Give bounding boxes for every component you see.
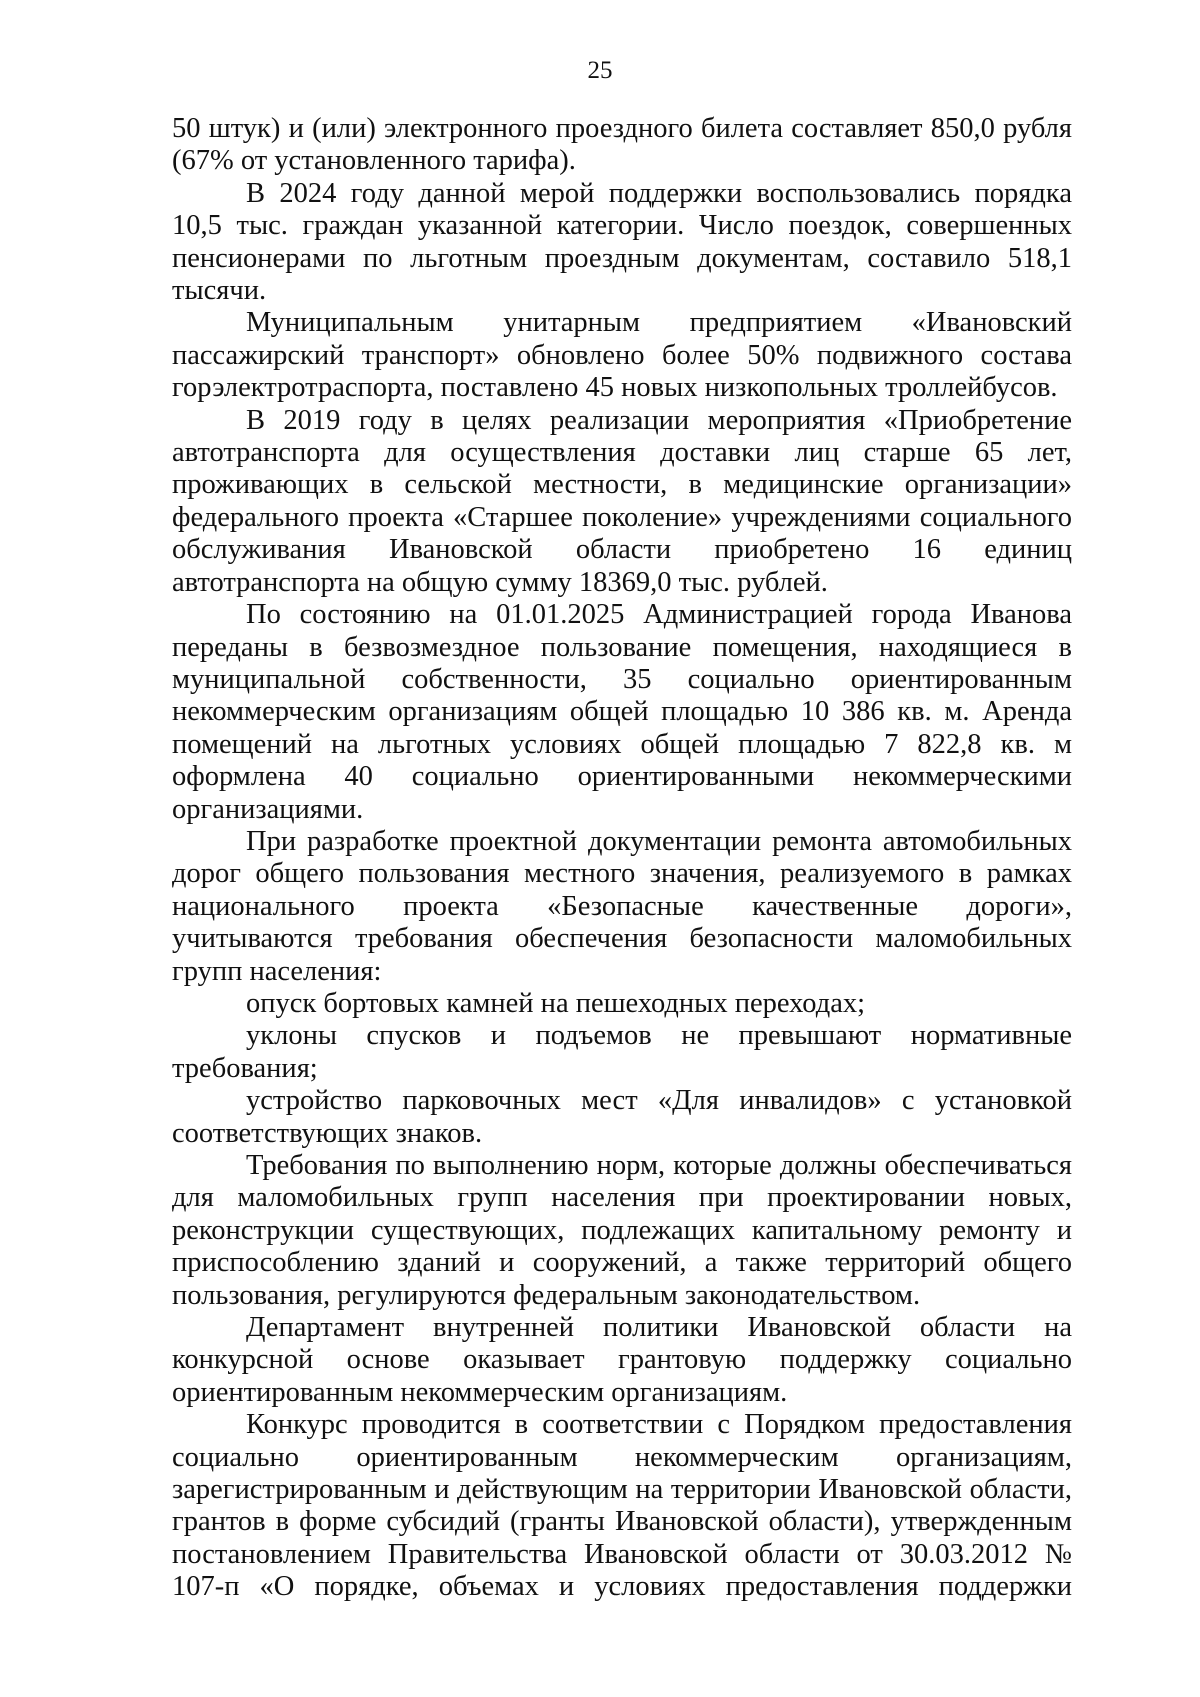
list-item-curb-lowering: опуск бортовых камней на пешеходных переходах; — [246, 987, 866, 1019]
paragraph-2: В 2024 году данной мерой поддержки воспользовались порядка 10,5 тыс. граждан указанной категории. Число поездок, совершенных пенсионерами по льготным проездным документам, составило 518,1 тысячи. — [172, 177, 1072, 307]
document-body — [172, 113, 1072, 1604]
paragraph-4: В 2019 году в целях реализации мероприятия «Приобретение автотранспорта для осуществления доставки лиц старше 65 лет, проживающих в сельской местности, в медицинские организации» федерального проекта «Старшее поколение» учреждениями социального обслуживания Ивановской области приобретено 16 единиц автотранспорта на общую сумму 18369,0 тыс. рублей. — [172, 404, 1072, 598]
paragraph-12: Конкурс проводится в соответствии с Порядком предоставления социально ориентированным некоммерческим организациям, зарегистрированным и действующим на территории Ивановской области, грантов в форме субсидий (гранты Ивановской области), утвержденным постановлением Правительства Ивановской области от 30.03.2012 № 107-п «О порядке, объемах и условиях предоставления поддержки — [172, 1409, 1072, 1603]
list-item-slopes: уклоны спусков и подъемов не превышают нормативные требования; — [172, 1020, 1072, 1084]
paragraph-3: Муниципальным унитарным предприятием «Ивановский пассажирский транспорт» обновлено более 50% подвижного состава горэлектротраспорта, поставлено 45 новых низкопольных троллейбусов. — [172, 307, 1072, 404]
paragraph-6: При разработке проектной документации ремонта автомобильных дорог общего пользования местного значения, реализуемого в рамках национального проекта «Безопасные качественные дороги», учитываются требования обеспечения безопасности маломобильных групп населения: — [172, 825, 1072, 987]
list-item-parking: устройство парковочных мест «Для инвалидов» с установкой соответствующих знаков. — [172, 1085, 1072, 1149]
paragraph-11: Департамент внутренней политики Ивановской области на конкурсной основе оказывает грантовую поддержку социально ориентированным некоммерческим организациям. — [172, 1312, 1072, 1408]
paragraph-5: По состоянию на 01.01.2025 Администрацией города Иванова переданы в безвозмездное пользование помещения, находящиеся в муниципальной собственности, 35 социально ориентированным некоммерческим организациям общей площадью 10 386 кв. м. Аренда помещений на льготных условиях общей площадью 7 822,8 кв. м оформлена 40 социально ориентированными некоммерческими организациями. — [172, 599, 1072, 825]
paragraph-10: Требования по выполнению норм, которые должны обеспечиваться для маломобильных групп населения при проектировании новых, реконструкции существующих, подлежащих капитальному ремонту и приспособлению зданий и сооружений, а также территорий общего пользования, регулируются федеральным законодательством. — [172, 1150, 1072, 1311]
paragraph-1: 50 штук) и (или) электронного проездного билета составляет 850,0 рубля (67% от установленного тарифа). — [172, 113, 1072, 177]
page-number: 25 — [587, 57, 613, 84]
